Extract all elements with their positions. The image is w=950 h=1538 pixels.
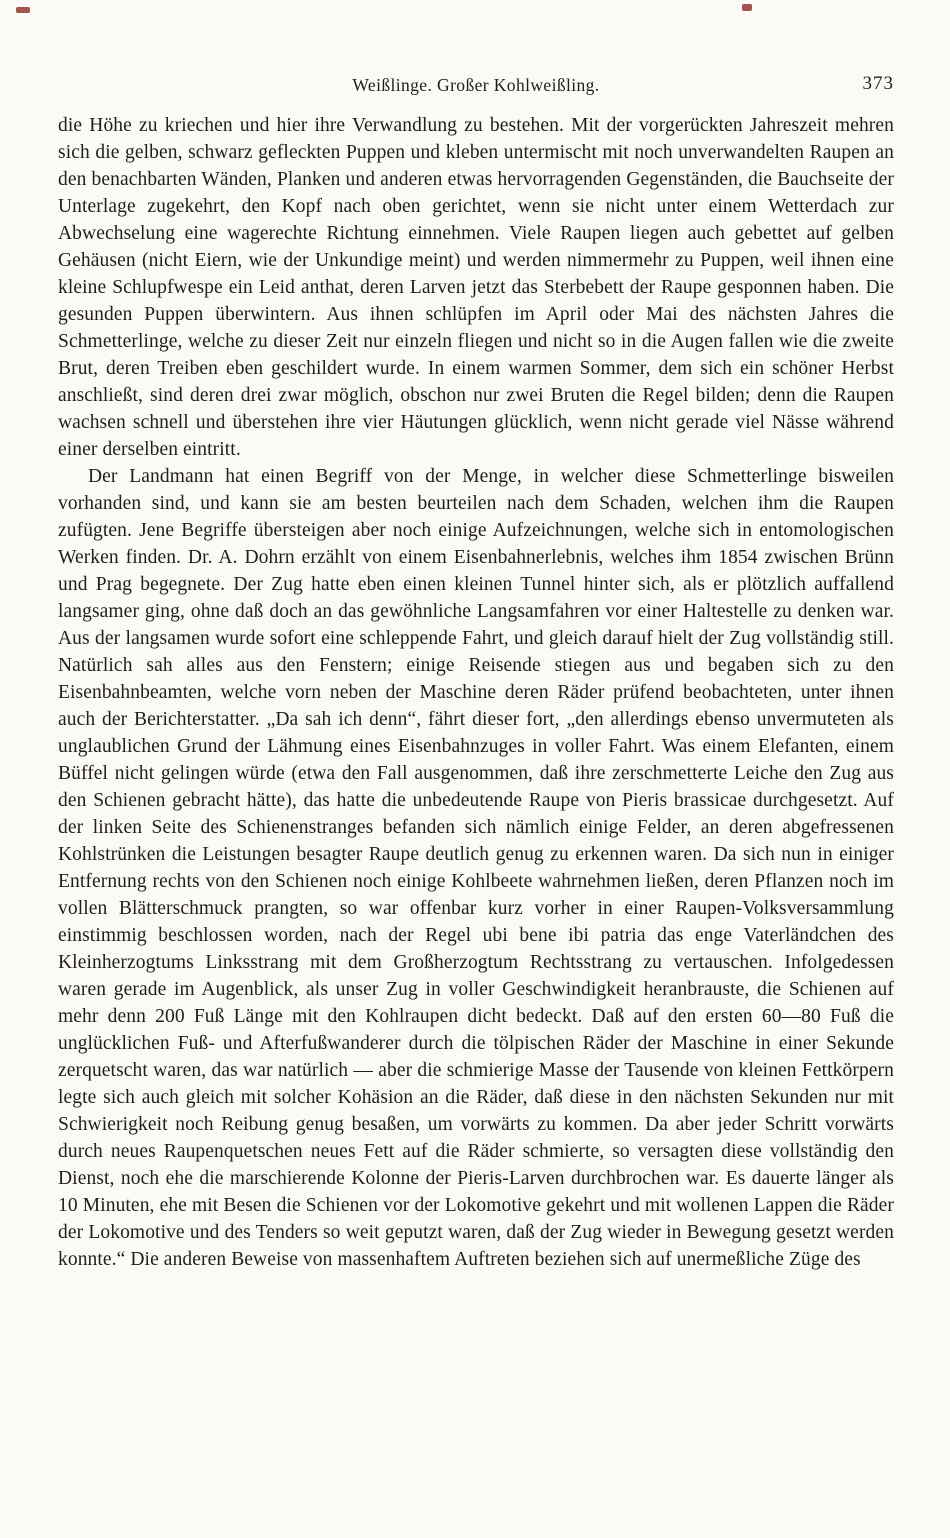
running-header: [58, 74, 894, 96]
scan-artifact: [16, 7, 30, 13]
scan-artifact: [742, 4, 752, 11]
page-number: 373: [862, 73, 894, 94]
page-body: [58, 112, 894, 1273]
paragraph: die Höhe zu kriechen und hier ihre Verwandlung zu bestehen. Mit der vorgerückten Jahreszeit mehren sich die gelben, schwarz gefleckten Puppen und kleben untermischt mit noch unverwandelten Raupen an den benachbarten Wänden, Planken und anderen etwas hervorragenden Gegenständen, die Bauchseite der Unterlage zugekehrt, den Kopf nach oben gerichtet, wenn sie nicht unter einem Wetterdach zur Abwechselung eine wagerechte Richtung einnehmen. Viele Raupen liegen auch gebettet auf gelben Gehäusen (nicht Eiern, wie der Unkundige meint) und werden nimmermehr zu Puppen, weil ihnen eine kleine Schlupfwespe ein Leid anthat, deren Larven jetzt das Sterbebett der Raupe gesponnen haben. Die gesunden Puppen überwintern. Aus ihnen schlüpfen im April oder Mai des nächsten Jahres die Schmetterlinge, welche zu dieser Zeit nur einzeln fliegen und nicht so in die Augen fallen wie die zweite Brut, deren Treiben eben geschildert wurde. In einem warmen Sommer, dem sich ein schöner Herbst anschließt, sind deren drei zwar möglich, obschon nur zwei Bruten die Regel bilden; denn die Raupen wachsen schnell und überstehen ihre vier Häutungen glücklich, wenn nicht gerade viel Nässe während einer derselben eintritt.: [58, 115, 894, 460]
running-title: Weißlinge. Großer Kohlweißling.: [352, 75, 600, 95]
paragraph: Der Landmann hat einen Begriff von der Menge, in welcher diese Schmetterlinge bisweilen vorhanden sind, und kann sie am besten beurteilen nach dem Schaden, welchen ihm die Raupen zufügten. Jene Begriffe übersteigen aber noch einige Aufzeichnungen, welche sich in entomologischen Werken finden. Dr. A. Dohrn erzählt von einem Eisenbahnerlebnis, welches ihm 1854 zwischen Brünn und Prag begegnete. Der Zug hatte eben einen kleinen Tunnel hinter sich, als er plötzlich auffallend langsamer ging, ohne daß doch an das gewöhnliche Langsamfahren vor einer Haltestelle zu denken war. Aus der langsamen wurde sofort eine schleppende Fahrt, und gleich darauf hielt der Zug vollständig still. Natürlich sah alles aus den Fenstern; einige Reisende stiegen aus und begaben sich zu den Eisenbahnbeamten, welche vorn neben der Maschine deren Räder prüfend beobachteten, unter ihnen auch der Berichterstatter. „Da sah ich denn“, fährt dieser fort, „den allerdings ebenso unvermuteten als unglaublichen Grund der Lähmung eines Eisenbahnzuges in voller Fahrt. Was einem Elefanten, einem Büffel nicht gelingen würde (etwa den Fall ausgenommen, daß ihre zerschmetterte Leiche den Zug aus den Schienen gebracht hätte), das hatte die unbedeutende Raupe von Pieris brassicae durchgesetzt. Auf der linken Seite des Schienenstranges befanden sich nämlich einige Felder, an deren abgefressenen Kohlstrünken die Leistungen besagter Raupe deutlich genug zu erkennen waren. Da sich nun in einiger Entfernung rechts von den Schienen noch einige Kohlbeete wahrnehmen ließen, deren Pflanzen noch im vollen Blätterschmuck prangten, so war offenbar kurz vorher in einer Raupen-Volksversammlung einstimmig beschlossen worden, nach der Regel ubi bene ibi patria das enge Vaterländchen des Kleinherzogtums Linksstrang mit dem Großherzogtum Rechtsstrang zu vertauschen. Infolgedessen waren gerade im Augenblick, als unser Zug in voller Geschwindigkeit heranbrauste, die Schienen auf mehr denn 200 Fuß Länge mit den Kohlraupen dicht bedeckt. Daß auf den ersten 60—80 Fuß die unglücklichen Fuß- und Afterfußwanderer durch die tölpischen Räder der Maschine in einer Sekunde zerquetscht waren, das war natürlich — aber die schmierige Masse der Tausende von kleinen Fettkörpern legte sich auch gleich mit solcher Kohäsion an die Räder, daß diese in den nächsten Sekunden nur mit Schwierigkeit noch Reibung genug besaßen, um vorwärts zu kommen. Da aber jeder Schritt vorwärts durch neues Raupenquetschen neues Fett auf die Räder schmierte, so versagten diese vollständig den Dienst, noch ehe die marschierende Kolonne der Pieris-Larven durchbrochen war. Es dauerte länger als 10 Minuten, ehe mit Besen die Schienen vor der Lokomotive gekehrt und mit wollenen Lappen die Räder der Lokomotive und des Tenders so weit geputzt waren, daß der Zug wieder in Bewegung gesetzt werden konnte.“ Die anderen Beweise von massenhaftem Auftreten beziehen sich auf unermeßliche Züge des: [58, 466, 894, 1270]
